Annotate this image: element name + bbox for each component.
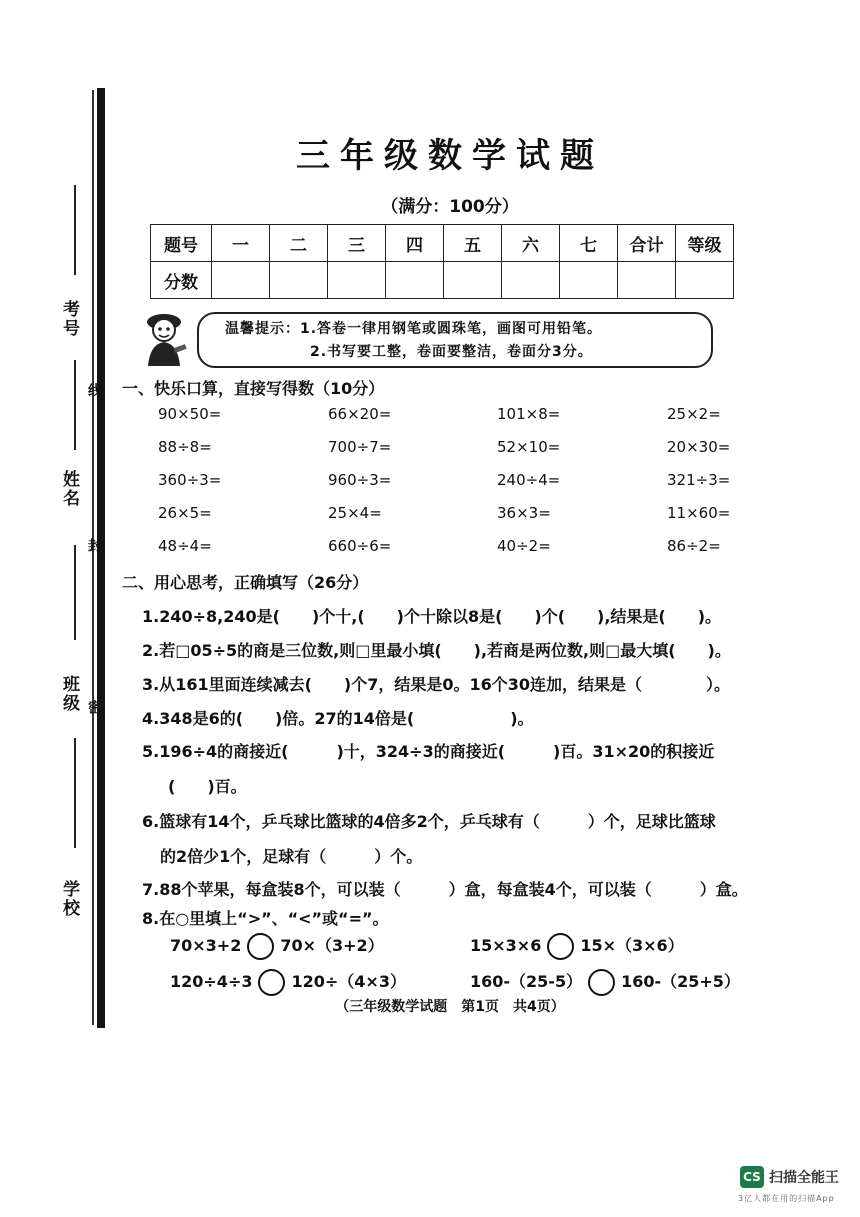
calc-item: 25×2= (667, 405, 721, 423)
question-1: 1.240÷8,240是( )个十,( )个十除以8是( )个( ),结果是( )。 (142, 607, 722, 626)
compare-circle[interactable] (547, 933, 574, 960)
score-input-cell[interactable] (560, 262, 618, 299)
table-cell: 分数 (151, 262, 212, 299)
table-cell: 二 (270, 225, 328, 262)
label-sealed: 密 (86, 700, 102, 716)
compare-left: 160-（25-5） (470, 972, 583, 991)
compare-right: 15×（3×6） (580, 936, 684, 955)
label-class: 班级 (59, 675, 79, 713)
question-4: 4.348是6的( )倍。27的14倍是( )。 (142, 709, 534, 728)
calc-item: 52×10= (497, 438, 561, 456)
label-school: 学校 (59, 880, 79, 918)
compare-circle[interactable] (258, 969, 285, 996)
tip-line-1: 温馨提示：1.答卷一律用钢笔或圆珠笔，画图可用铅笔。 (225, 321, 603, 337)
label-exam-no: 考号 (59, 300, 79, 338)
score-input-cell[interactable] (328, 262, 386, 299)
question-5-line-1: 5.196÷4的商接近( )十，324÷3的商接近( )百。31×20的积接近 (142, 742, 715, 761)
score-input-cell[interactable] (386, 262, 444, 299)
table-cell: 六 (502, 225, 560, 262)
binding-line-thick (97, 88, 105, 1028)
watermark-app-name: 扫描全能王 (769, 1170, 839, 1186)
score-input-cell[interactable] (444, 262, 502, 299)
table-cell: 七 (560, 225, 618, 262)
score-input-cell[interactable] (502, 262, 560, 299)
compare-left: 70×3+2 (170, 936, 242, 955)
calc-item: 360÷3= (158, 471, 222, 489)
score-table-score-row (151, 262, 734, 299)
compare-right: 160-（25+5） (621, 972, 740, 991)
calc-item: 26×5= (158, 504, 212, 522)
calc-item: 321÷3= (667, 471, 731, 489)
table-cell: 一 (212, 225, 270, 262)
calc-item: 700÷7= (328, 438, 392, 456)
compare-item (170, 969, 406, 996)
label-line: 线 (86, 383, 102, 399)
score-input-cell[interactable] (270, 262, 328, 299)
question-6-line-1: 6.篮球有14个，乒乓球比篮球的4倍多2个，乒乓球有（ ）个，足球比篮球 (142, 812, 716, 831)
page-footer: （三年级数学试题 第1页 共4页） (335, 999, 565, 1015)
table-cell: 三 (328, 225, 386, 262)
page-title: 三年级数学试题 (296, 136, 604, 176)
table-cell: 四 (386, 225, 444, 262)
watermark-tagline: 3亿人都在用的扫描App (738, 1194, 835, 1203)
score-input-cell[interactable] (618, 262, 676, 299)
compare-left: 120÷4÷3 (170, 972, 253, 991)
score-input-cell[interactable] (676, 262, 734, 299)
compare-right: 70×（3+2） (280, 936, 384, 955)
compare-circle[interactable] (588, 969, 615, 996)
table-cell: 题号 (151, 225, 212, 262)
section-1-title: 一、快乐口算，直接写得数（10分） (122, 379, 385, 398)
table-cell: 等级 (676, 225, 734, 262)
calc-item: 660÷6= (328, 537, 392, 555)
binding-line-thin (92, 90, 94, 1025)
calc-item: 40÷2= (497, 537, 551, 555)
calc-item: 36×3= (497, 504, 551, 522)
calc-item: 101×8= (497, 405, 561, 423)
calc-item: 11×60= (667, 504, 731, 522)
compare-item (470, 933, 684, 960)
tip-line-2: 2.书写要工整，卷面要整洁，卷面分3分。 (310, 344, 593, 360)
calc-item: 25×4= (328, 504, 382, 522)
blank-line-class (74, 545, 76, 640)
section-2-title: 二、用心思考，正确填写（26分） (122, 573, 369, 592)
question-7: 7.88个苹果，每盒装8个，可以装（ ）盒，每盒装4个，可以装（ ）盒。 (142, 880, 748, 899)
page-subtitle: （满分：100分） (381, 197, 519, 217)
compare-circle[interactable] (247, 933, 274, 960)
label-seal: 封 (86, 538, 102, 554)
score-table-header-row (151, 225, 734, 262)
label-name: 姓名 (59, 470, 79, 508)
blank-line-name (74, 360, 76, 450)
score-table (150, 224, 734, 299)
calc-item: 20×30= (667, 438, 731, 456)
blank-line-school (74, 738, 76, 848)
camscanner-logo-icon: CS (740, 1166, 764, 1188)
question-3: 3.从161里面连续减去( )个7，结果是0。16个30连加，结果是（ ）。 (142, 675, 731, 694)
question-6-line-2: 的2倍少1个，足球有（ ）个。 (160, 847, 423, 866)
compare-right: 120÷（4×3） (291, 972, 406, 991)
calc-item: 66×20= (328, 405, 392, 423)
calc-item: 960÷3= (328, 471, 392, 489)
calc-item: 48÷4= (158, 537, 212, 555)
table-cell: 合计 (618, 225, 676, 262)
calc-item: 86÷2= (667, 537, 721, 555)
compare-left: 15×3×6 (470, 936, 542, 955)
score-input-cell[interactable] (212, 262, 270, 299)
table-cell: 五 (444, 225, 502, 262)
question-5-line-2: ( )百。 (168, 777, 247, 796)
compare-item (170, 933, 384, 960)
calc-item: 90×50= (158, 405, 222, 423)
question-8: 8.在○里填上“>”、“<”或“=”。 (142, 909, 389, 928)
calc-item: 88÷8= (158, 438, 212, 456)
compare-item (470, 969, 740, 996)
calc-item: 240÷4= (497, 471, 561, 489)
cartoon-mascot-icon (138, 308, 190, 370)
question-2: 2.若□05÷5的商是三位数,则□里最小填( ),若商是两位数,则□最大填( )。 (142, 641, 731, 660)
